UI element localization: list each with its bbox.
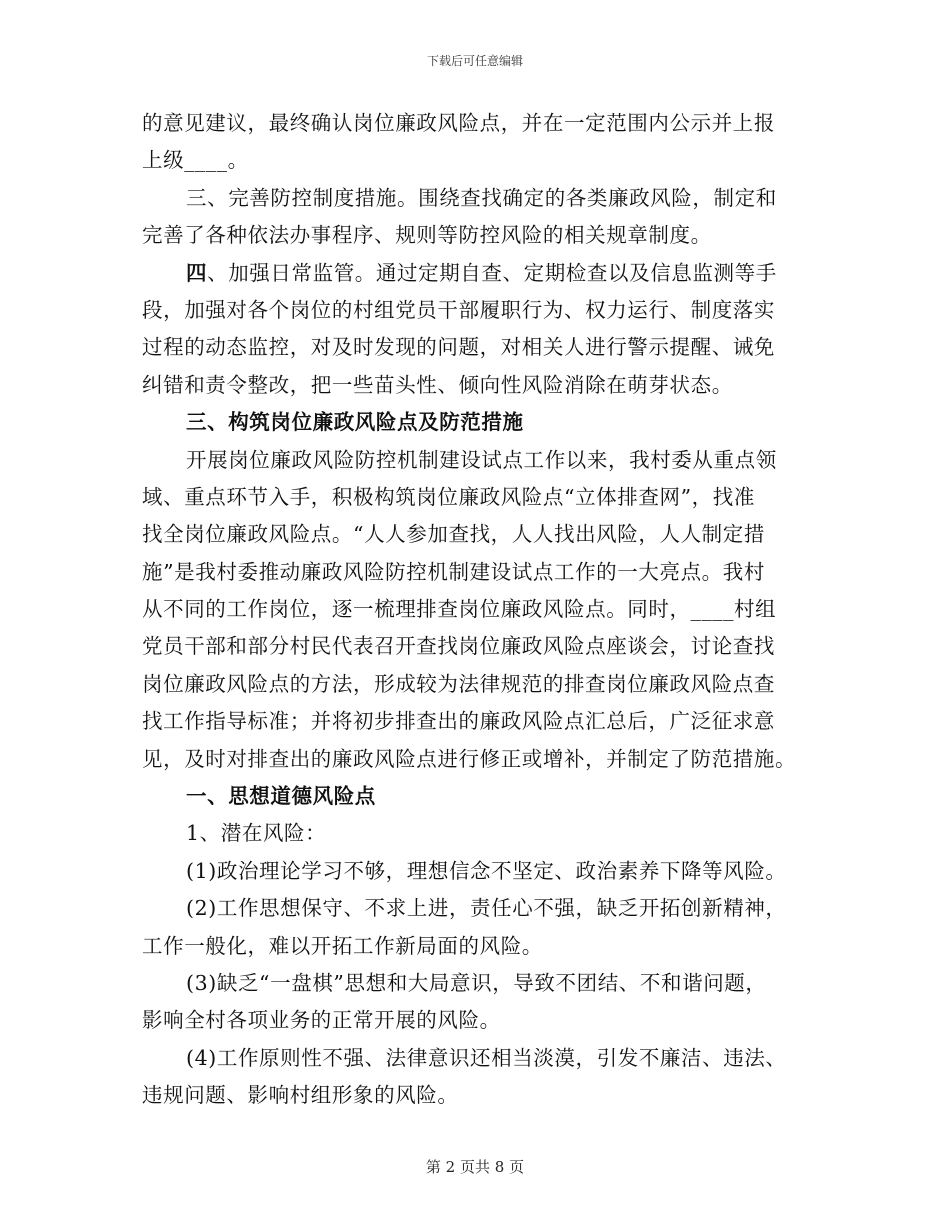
list-item: (4)工作原则性不强、法律意识还相当淡漠，引发不廉洁、违法、: [186, 1045, 787, 1070]
text-line: 纠错和责令整改，把一些苗头性、倾向性风险消除在萌芽状态。: [142, 372, 733, 397]
page-footer: 第 2 页共 8 页: [425, 1158, 525, 1176]
text-line: 违规问题、影响村组形象的风险。: [142, 1083, 459, 1108]
document-body: [142, 105, 812, 1115]
text-line: 上级____。: [142, 148, 249, 173]
text-line: 施”是我村委推动廉政风险防控机制建设试点工作的一大亮点。我村: [142, 559, 765, 584]
text-line: 党员干部和部分村民代表召开查找岗位廉政风险点座谈会，讨论查找: [142, 634, 775, 659]
text-line: 1、潜在风险：: [186, 821, 327, 846]
text-line: [142, 255, 812, 292]
line-rest-text: 、加强日常监管。通过定期自查、定期检查以及信息监测等手: [207, 260, 777, 285]
list-item: (2)工作思想保守、不求上进，责任心不强，缺乏开拓创新精神，: [186, 896, 787, 921]
text-line: 找全岗位廉政风险点。“人人参加查找，人人找出风险，人人制定措: [142, 522, 765, 547]
list-item: (1)政治理论学习不够，理想信念不坚定、政治素养下降等风险。: [186, 858, 787, 883]
text-line: 过程的动态监控，对及时发现的问题，对相关人进行警示提醒、诫免: [142, 335, 775, 360]
bold-lead-text: 四: [186, 260, 208, 285]
subsection-heading: 一、思想道德风险点: [186, 784, 376, 809]
text-line: 开展岗位廉政风险防控机制建设试点工作以来，我村委从重点领: [186, 447, 777, 472]
text-line: 岗位廉政风险点的方法，形成较为法律规范的排查岗位廉政风险点查: [142, 671, 775, 696]
text-line: 从不同的工作岗位，逐一梳理排查岗位廉政风险点。同时，____村组: [142, 597, 777, 622]
text-line: 的意见建议，最终确认岗位廉政风险点，并在一定范围内公示并上报: [142, 111, 775, 135]
text-line: 域、重点环节入手，积极构筑岗位廉政风险点“立体排查网”，找准: [142, 484, 755, 509]
section-heading: 三、构筑岗位廉政风险点及防范措施: [186, 410, 524, 435]
text-line: 段，加强对各个岗位的村组党员干部履职行为、权力运行、制度落实: [142, 297, 775, 322]
text-line: 影响全村各项业务的正常开展的风险。: [142, 1008, 501, 1033]
text-line: 三、完善防控制度措施。围绕查找确定的各类廉政风险，制定和: [186, 185, 777, 210]
page-header: 下载后可任意编辑: [426, 54, 523, 68]
text-line: 找工作指导标准；并将初步排查出的廉政风险点汇总后，广泛征求意: [142, 709, 775, 734]
text-line: 工作一般化，难以开拓工作新局面的风险。: [142, 933, 543, 958]
text-line: 见，及时对排查出的廉政风险点进行修正或增补，并制定了防范措施。: [142, 746, 797, 771]
list-item: (3)缺乏“一盘棋”思想和大局意识，导致不团结、不和谐问题，: [186, 970, 767, 995]
text-line: 完善了各种依法办事程序、规则等防控风险的相关规章制度。: [142, 223, 712, 248]
